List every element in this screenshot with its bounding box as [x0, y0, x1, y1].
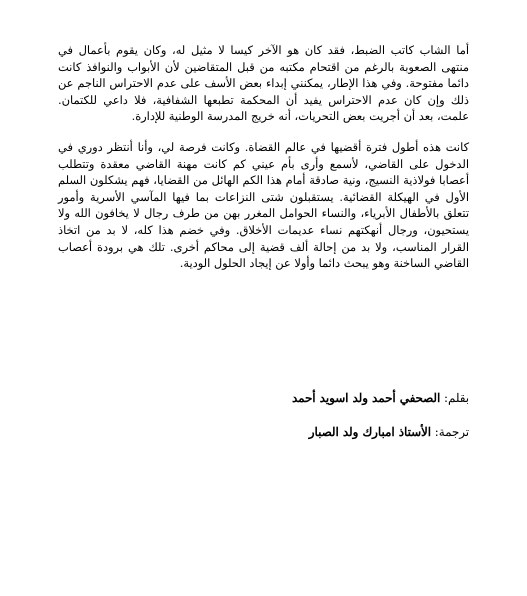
document-body — [58, 42, 469, 286]
paragraph-2: كانت هذه أطول فترة أقضيها في عالم القضاة. وكانت فرصة لي، وأنا أنتظر دوري في الدخول على القاضي، لأسمع وأرى بأم عيني كم كانت مهنة القاضي معقدة وتتطلب أعصابا فولاذية النسيج، ونية صادقة أمام هذا الكم الهائل من القضايا، فهم يشكلون السلم الأول في الهيكلة القضائية. يستقبلون شتى النزاعات بما فيها المآسي الأسرية وأمور تتعلق بالأطفال الأبرياء، والنساء الحوامل المغرر بهن من طرف رجال لا يخافون الله ولا يستحيون، ورجال أنهكتهم نساء عديمات الأخلاق. وفي خضم هذا كله، لا بد من اتخاذ القرار المناسب، ولا بد من إحالة ألف قضية إلى محاكم أخرى. تلك هي برودة أعصاب القاضي الساخنة وهو يبحث دائما وأولا عن إيجاد الحلول الودية. — [58, 139, 469, 271]
author-prefix: بقلم: — [444, 391, 469, 405]
translator-name: الأستاذ امبارك ولد الصبار — [308, 425, 432, 439]
author-credit — [292, 390, 469, 406]
translator-credit — [292, 424, 469, 440]
credits-block — [292, 390, 469, 458]
paragraph-1: أما الشاب كاتب الضبط، فقد كان هو الآخر كيسا لا مثيل له، وكان يقوم بأعمال في منتهى الصعوبة بالرغم من اقتحام مكتبه من قبل المتقاضين لأن الأبواب والنوافذ كانت دائما مفتوحة. وفي هذا الإطار، يمكنني إبداء بعض الأسف على عدم الاحتراس الناجم عن ذلك وإن كان عدم الاحتراس يفيد أن المحكمة تطبعها الشفافية، فلا داعي للكتمان. علمت، بعد أن أجريت بعض التحريات، أنه خريج المدرسة الوطنية للإدارة. — [58, 43, 469, 124]
translator-prefix: ترجمة: — [434, 425, 469, 439]
author-name: الصحفي أحمد ولد اسويد أحمد — [291, 391, 441, 405]
